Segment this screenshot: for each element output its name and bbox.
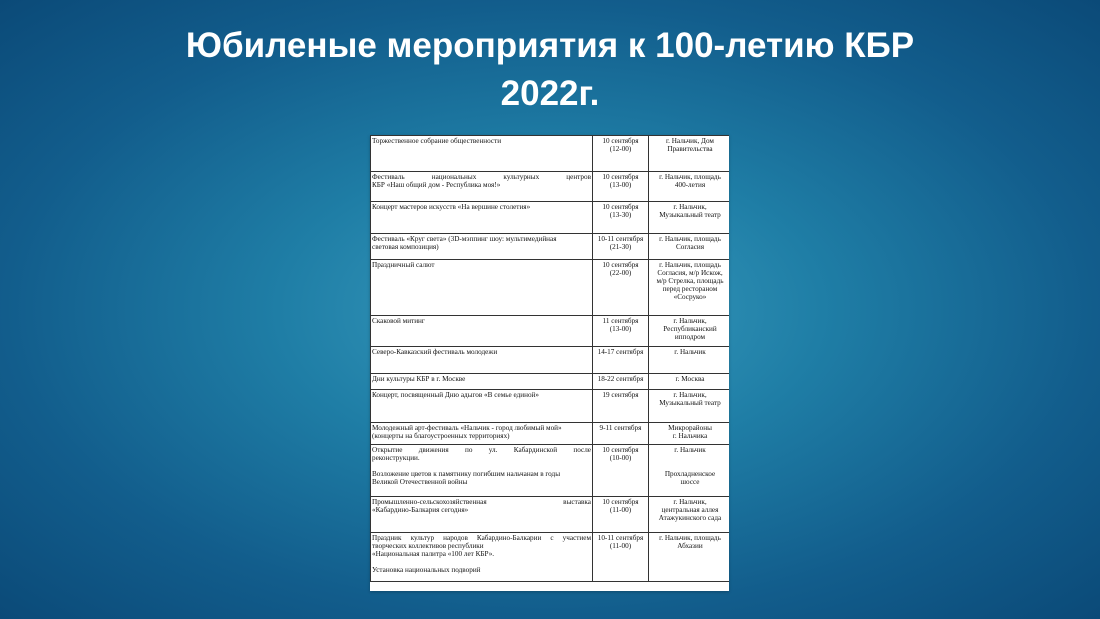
- event-name-cell: [371, 202, 593, 234]
- event-date-line: 10 сентября: [602, 498, 639, 506]
- event-row: [371, 347, 730, 374]
- event-date-cell: [593, 497, 649, 533]
- event-place-cell: [649, 423, 730, 445]
- event-date-line: 9-11 сентября: [599, 424, 642, 432]
- event-name-line: Северо-Кавказский фестиваль молодежи: [372, 348, 498, 356]
- event-place-cell: [649, 202, 730, 234]
- event-name-line: Скаковой митинг: [372, 317, 425, 325]
- event-date-line: (10-00): [609, 454, 632, 462]
- event-place-line: Музыкальный театр: [659, 211, 721, 219]
- events-document: [370, 135, 729, 591]
- event-place-line: Атажукинского сада: [658, 514, 722, 522]
- event-date-line: 10 сентября: [602, 446, 639, 454]
- event-place-cell: [649, 260, 730, 316]
- event-row: [371, 445, 730, 497]
- event-name-line: Фестиваль национальных культурных центров: [372, 173, 591, 181]
- event-place-line: «Сосруко»: [673, 293, 707, 301]
- event-name-cell: [371, 347, 593, 374]
- event-date-line: 18-22 сентября: [597, 375, 644, 383]
- event-place-cell: [649, 445, 730, 497]
- event-name-line: Промышленно-сельскохозяйственная выставка: [372, 498, 591, 506]
- event-date-cell: [593, 374, 649, 390]
- event-name-cell: [371, 136, 593, 172]
- event-place-cell: [649, 136, 730, 172]
- event-place-line: г. Нальчик,: [673, 317, 707, 325]
- event-place-line: г. Нальчик, площадь: [659, 173, 721, 181]
- event-row: [371, 202, 730, 234]
- event-name-line: Праздничный салют: [372, 261, 435, 269]
- event-place-line: Республиканский: [663, 325, 717, 333]
- event-name-line: Дни культуры КБР в г. Москве: [372, 375, 466, 383]
- event-date-cell: [593, 316, 649, 347]
- event-place-line: Абхазии: [677, 542, 703, 550]
- event-place-line: г. Нальчик, площадь: [659, 235, 721, 243]
- event-place-cell: [649, 172, 730, 202]
- events-table-body: [371, 136, 730, 582]
- event-name-line: КБР «Наш общий дом - Республика моя!»: [372, 181, 501, 189]
- event-date-line: (13-00): [609, 181, 632, 189]
- event-date-line: (21-30): [609, 243, 632, 251]
- event-name-line: световая композиция): [372, 243, 439, 251]
- event-place-line: г. Нальчик: [674, 446, 706, 454]
- event-date-cell: [593, 533, 649, 582]
- events-table: [370, 135, 729, 582]
- event-name-line: творческих коллективов республики: [372, 542, 484, 550]
- event-row: [371, 316, 730, 347]
- event-name-cell: [371, 316, 593, 347]
- event-name-line: Возложение цветов к памятнику погибшим нальчанам в годы: [372, 470, 561, 478]
- event-date-line: (12-00): [609, 145, 632, 153]
- event-place-cell: [649, 497, 730, 533]
- event-place-line: г. Москва: [675, 375, 705, 383]
- event-name-line: (концерты на благоустроенных территориях): [372, 432, 510, 440]
- event-date-line: (13-30): [609, 211, 632, 219]
- event-name-cell: [371, 374, 593, 390]
- event-name-cell: [371, 445, 593, 497]
- event-place-line: г. Нальчик,: [673, 498, 707, 506]
- event-row: [371, 234, 730, 260]
- event-row: [371, 497, 730, 533]
- event-date-line: (13-00): [609, 325, 632, 333]
- event-row: [371, 533, 730, 582]
- event-date-cell: [593, 347, 649, 374]
- event-row: [371, 390, 730, 423]
- event-row: [371, 172, 730, 202]
- event-place-cell: [649, 347, 730, 374]
- slide-title: [0, 22, 1100, 118]
- event-name-cell: [371, 423, 593, 445]
- event-place-line: Согласия, м/р Искож,: [657, 269, 723, 277]
- event-place-line: г. Нальчик, площадь: [659, 261, 721, 269]
- event-name-line: Концерт, посвященный Дню адыгов «В семье единой»: [372, 391, 539, 399]
- event-place-cell: [649, 374, 730, 390]
- event-name-line: «Национальная палитра «100 лет КБР».: [372, 550, 495, 558]
- event-date-line: 10 сентября: [602, 261, 639, 269]
- event-place-cell: [649, 316, 730, 347]
- event-name-line: Открытие движения по ул. Кабардинской после: [372, 446, 591, 454]
- event-name-cell: [371, 533, 593, 582]
- event-row: [371, 374, 730, 390]
- event-date-line: 14-17 сентября: [597, 348, 644, 356]
- event-date-cell: [593, 423, 649, 445]
- event-name-line: Праздник культур народов Кабардино-Балкарии с участием: [372, 534, 591, 542]
- event-place-line: г. Нальчик: [674, 348, 706, 356]
- event-name-line: Установка национальных подворий: [372, 566, 481, 574]
- event-date-line: 11 сентября: [602, 317, 639, 325]
- event-place-line: г. Нальчик,: [673, 203, 707, 211]
- event-date-line: (11-00): [609, 506, 632, 514]
- event-place-cell: [649, 390, 730, 423]
- event-place-line: Правительства: [667, 145, 713, 153]
- event-date-cell: [593, 234, 649, 260]
- slide-title-line-2: 2022г.: [500, 74, 600, 113]
- event-name-line: Молодежный арт-фестиваль «Нальчик - город любимый мой»: [372, 424, 562, 432]
- event-place-line: г. Нальчика: [672, 432, 708, 440]
- event-name-line: Фестиваль «Круг света» (3D-мэппинг шоу: мультимедийная: [372, 235, 557, 243]
- event-place-cell: [649, 533, 730, 582]
- event-date-cell: [593, 172, 649, 202]
- event-place-line: [650, 454, 729, 462]
- event-place-line: г. Нальчик,: [673, 391, 707, 399]
- event-date-line: (22-00): [609, 269, 632, 277]
- event-place-line: ипподром: [674, 333, 706, 341]
- event-name-line: Концерт мастеров искусств «На вершине столетия»: [372, 203, 531, 211]
- event-name-line: Торжественное собрание общественности: [372, 137, 502, 145]
- event-date-line: (11-00): [609, 542, 632, 550]
- event-date-cell: [593, 260, 649, 316]
- event-date-line: 10 сентября: [602, 173, 639, 181]
- event-place-line: Микрорайоны: [668, 424, 712, 432]
- event-date-line: 10 сентября: [602, 203, 639, 211]
- event-name-line: [372, 558, 591, 566]
- event-row: [371, 423, 730, 445]
- event-date-line: 10-11 сентября: [597, 235, 644, 243]
- event-name-line: [372, 462, 591, 470]
- event-place-line: перед рестораном: [662, 285, 718, 293]
- event-name-line: реконструкции.: [372, 454, 420, 462]
- event-place-line: шоссе: [680, 478, 700, 486]
- event-name-cell: [371, 172, 593, 202]
- event-place-line: Прохладненское: [664, 470, 716, 478]
- event-place-line: г. Нальчик, площадь: [659, 534, 721, 542]
- event-date-cell: [593, 136, 649, 172]
- event-date-line: 19 сентября: [602, 391, 639, 399]
- event-date-line: 10 сентября: [602, 137, 639, 145]
- event-place-line: Музыкальный театр: [659, 399, 721, 407]
- event-place-line: Согласия: [675, 243, 705, 251]
- event-row: [371, 136, 730, 172]
- event-name-cell: [371, 497, 593, 533]
- event-date-cell: [593, 202, 649, 234]
- event-place-cell: [649, 234, 730, 260]
- event-date-line: 10-11 сентября: [597, 534, 644, 542]
- event-name-cell: [371, 260, 593, 316]
- event-date-cell: [593, 445, 649, 497]
- event-date-cell: [593, 390, 649, 423]
- event-name-line: Великой Отечественной войны: [372, 478, 468, 486]
- event-place-line: центральная аллея: [661, 506, 719, 514]
- slide-title-line-1: Юбиленые мероприятия к 100-летию КБР: [185, 26, 915, 65]
- event-row: [371, 260, 730, 316]
- event-place-line: 400-летия: [674, 181, 706, 189]
- event-name-line: «Кабардино-Балкария сегодня»: [372, 506, 469, 514]
- event-place-line: [650, 462, 729, 470]
- event-place-line: м/р Стрелка, площадь: [656, 277, 724, 285]
- event-place-line: г. Нальчик, Дом: [666, 137, 714, 145]
- event-name-cell: [371, 390, 593, 423]
- event-name-cell: [371, 234, 593, 260]
